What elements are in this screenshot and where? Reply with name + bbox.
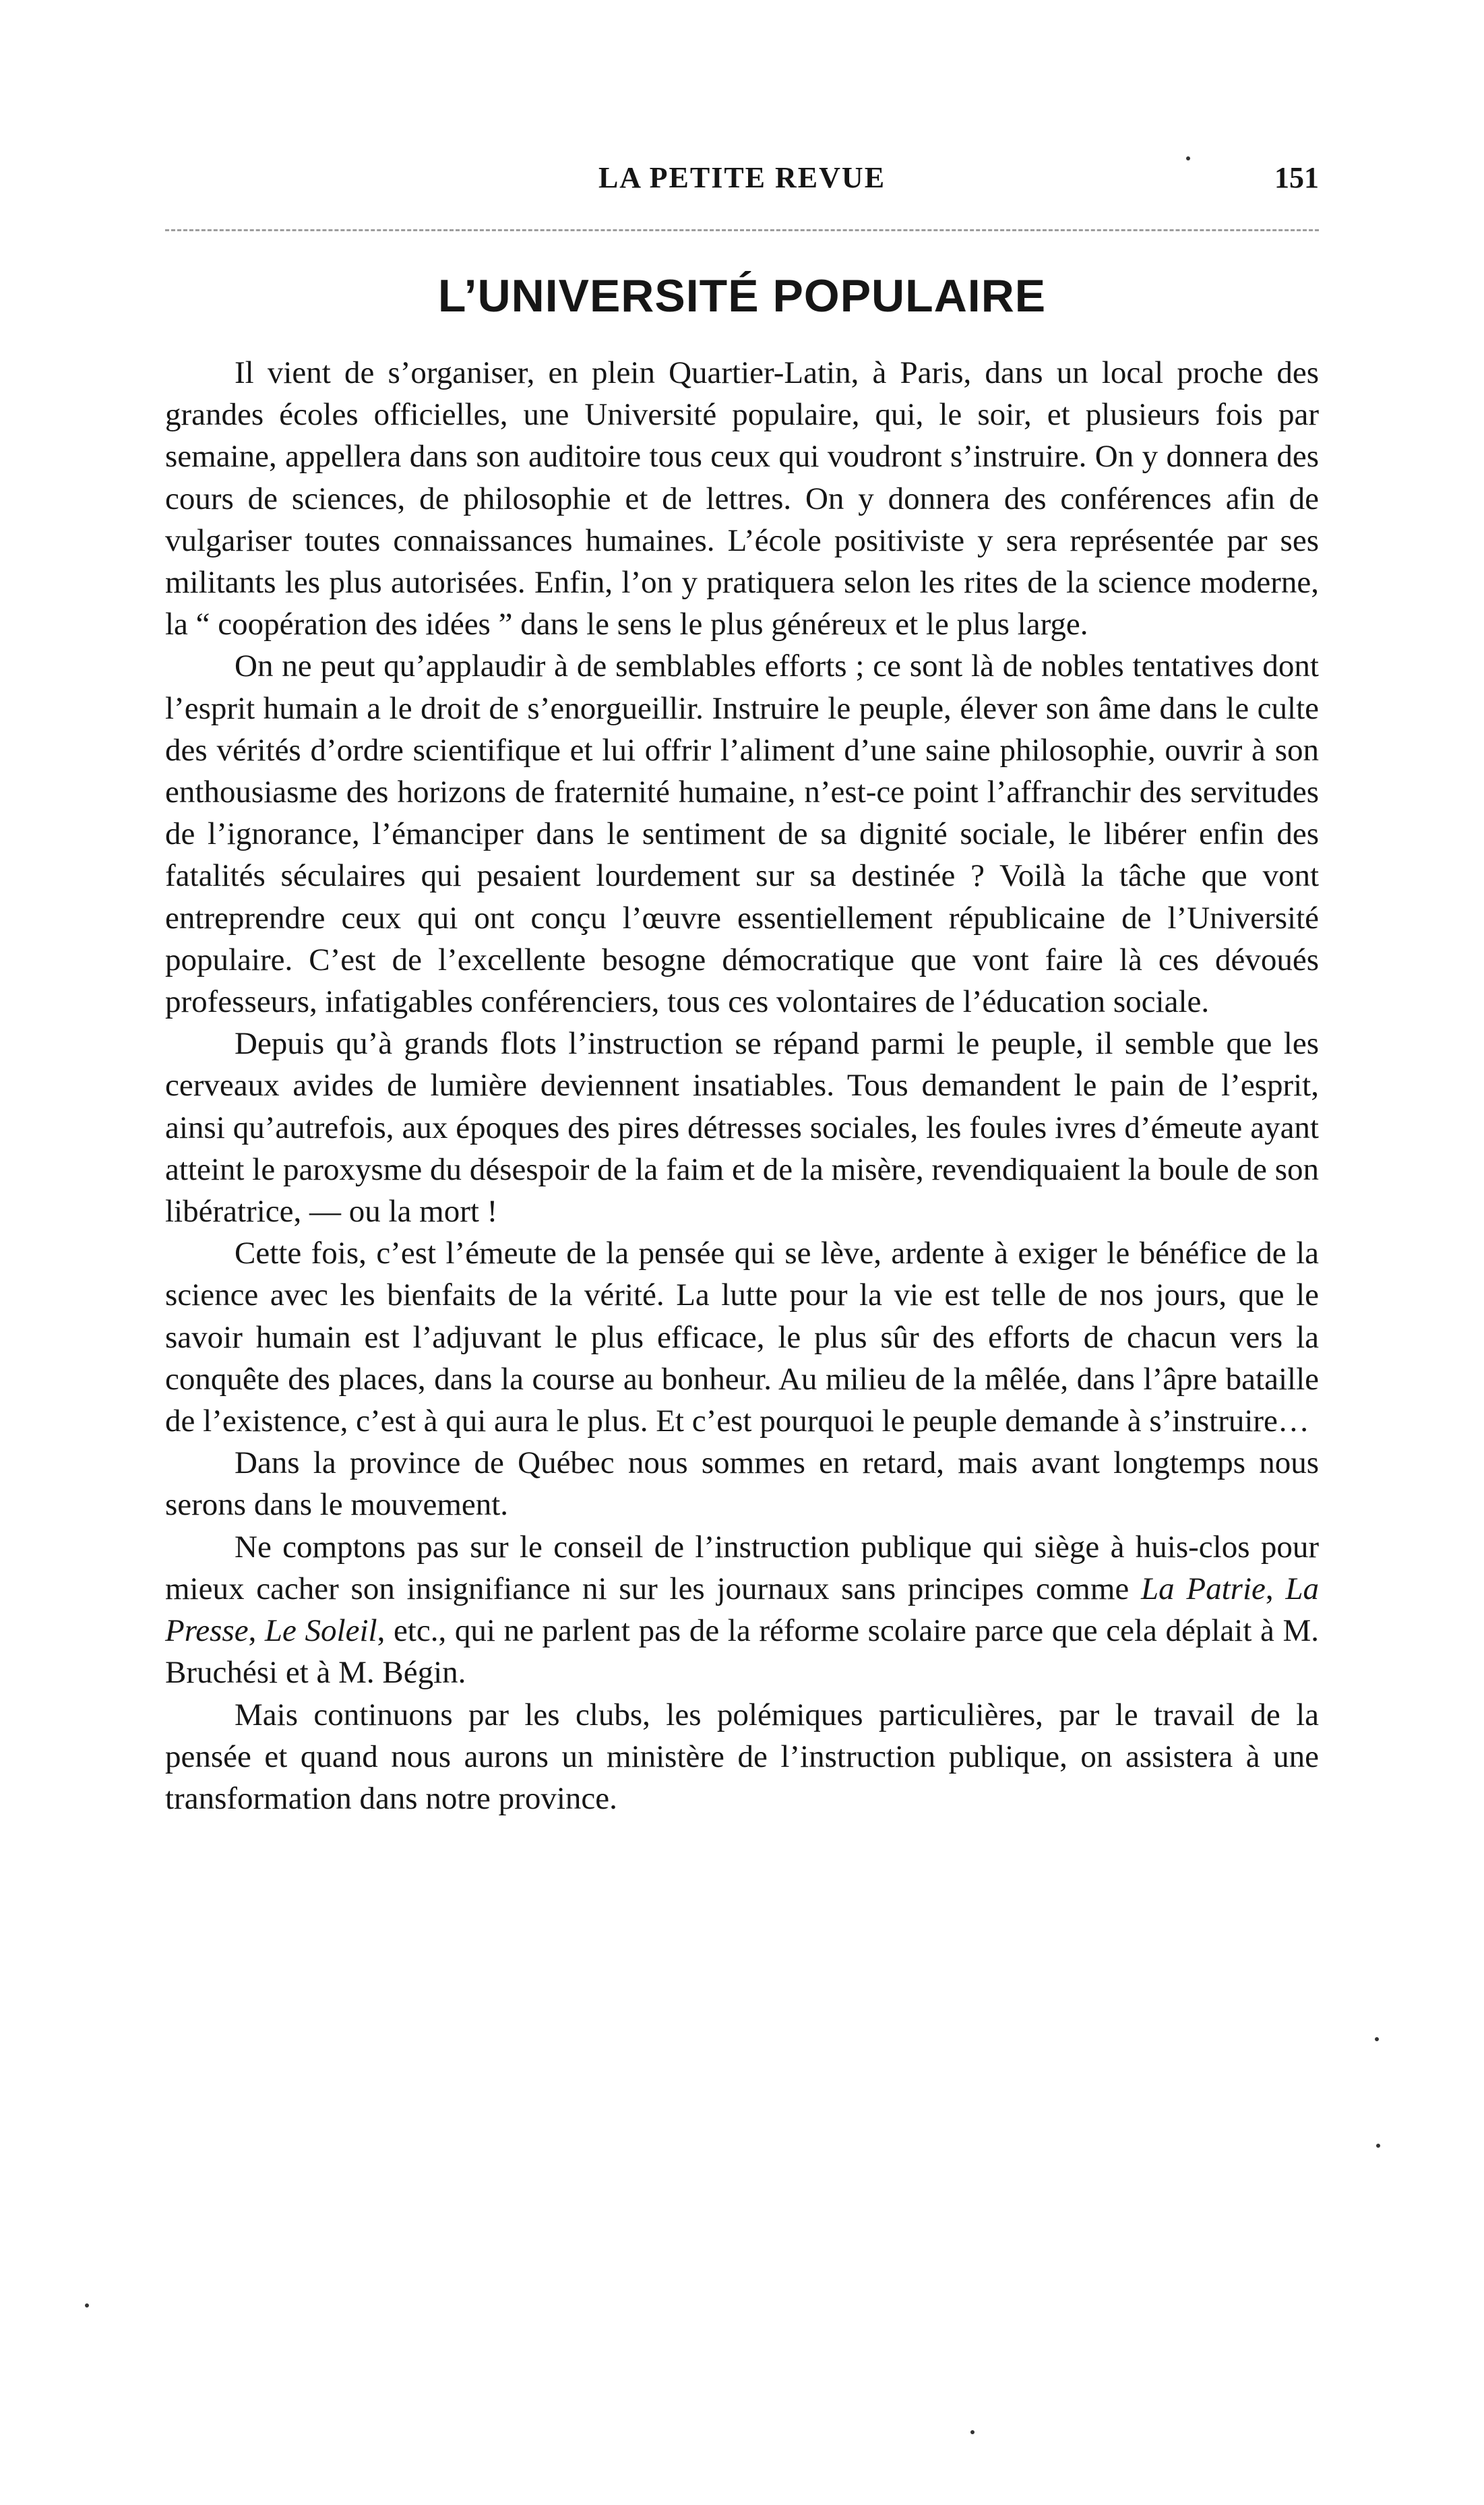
paragraph: Il vient de s’organiser, en plein Quartier-Latin, à Paris, dans un local proche des grandes écoles officielles, une Université populaire, qui, le soir, et plusieurs fois par semaine, appellera dans son auditoire tous ceux qui voudront s’instruire. On y donnera des cours de sciences, de philosophie et de lettres. On y donnera des conférences afin de vulgariser toutes connaissances humaines. L’école positiviste y sera représentée par ses militants les plus autorisées. Enfin, l’on y pratiquera selon les rites de la science moderne, la “ coopération des idées ” dans le sens le plus généreux et le plus large. xyxy=(165,355,1319,642)
journal-title: LA PETITE REVUE xyxy=(598,161,886,194)
print-speck xyxy=(970,2430,975,2434)
document-page xyxy=(165,0,1319,2505)
paragraph xyxy=(165,1526,1319,1694)
paragraph: Dans la province de Québec nous sommes en retard, mais avant longtemps nous serons dans le mouvement. xyxy=(165,1445,1319,1523)
print-speck xyxy=(1186,156,1190,160)
newspaper-title: Le Soleil xyxy=(264,1613,377,1649)
paragraph-text: Ne comptons pas sur le conseil de l’instruction publique qui siège à huis-clos pour mieux cacher son insignifiance ni sur les journaux sans principes comme xyxy=(165,1529,1319,1606)
paragraph: Cette fois, c’est l’émeute de la pensée qui se lève, ardente à exiger le bénéfice de la science avec les bienfaits de la vérité. La lutte pour la vie est telle de nos jours, que le savoir humain est l’adjuvant le plus efficace, le plus sûr des efforts de chacun vers la conquête des places, dans la course au bonheur. Au milieu de la mêlée, dans l’âpre bataille de l’existence, c’est à qui aura le plus. Et c’est pourquoi le peuple demande à s’instruire… xyxy=(165,1236,1319,1439)
paragraph: Depuis qu’à grands flots l’instruction se répand parmi le peuple, il semble que les cerveaux avides de lumière deviennent insatiables. Tous demandent le pain de l’esprit, ainsi qu’autrefois, aux époques des pires détresses sociales, les foules ivres d’émeute ayant atteint le paroxysme du désespoir de la faim et de la misère, revendiquaient la boule de son libératrice, — ou la mort ! xyxy=(165,1026,1319,1230)
article-body xyxy=(165,352,1319,1819)
newspaper-title: La Presse xyxy=(165,1571,1319,1649)
punctuation: , xyxy=(1265,1571,1286,1606)
header-rule xyxy=(165,229,1319,231)
print-speck xyxy=(85,2303,89,2307)
paragraph: On ne peut qu’applaudir à de semblables efforts ; ce sont là de nobles tentatives dont l’esprit humain a le droit de s’enorgueillir. Instruire le peuple, élever son âme dans le culte des vérités d’ordre scientifique et lui offrir l’aliment d’une saine philosophie, ouvrir à son enthousiasme des horizons de fraternité humaine, n’est-ce point l’affranchir des servitudes de l’ignorance, l’émanciper dans le sentiment de sa dignité sociale, le libérer enfin des fatalités séculaires qui pesaient lourdement sur sa destinée ? Voilà la tâche que vont entreprendre ceux qui ont conçu l’œuvre essentiellement républicaine de l’Université populaire. C’est de l’excellente besogne démocratique que vont faire là ces dévoués professeurs, infatigables conférenciers, tous ces volontaires de l’éducation sociale. xyxy=(165,648,1319,1020)
page-number: 151 xyxy=(1274,161,1319,194)
punctuation: , xyxy=(248,1613,265,1649)
paragraph-text: , etc., qui ne parlent pas de la réforme scolaire parce que cela déplait à M. Bruchési et à M. Bégin. xyxy=(165,1613,1319,1691)
paragraph: Mais continuons par les clubs, les polémiques particulières, par le travail de la pensée et quand nous aurons un ministère de l’instruction publique, on assistera à une transformation dans notre province. xyxy=(165,1697,1319,1816)
article-title: L’UNIVERSITÉ POPULAIRE xyxy=(437,270,1047,322)
running-header xyxy=(165,160,1319,208)
print-speck xyxy=(1375,2037,1379,2041)
newspaper-title: La Patrie xyxy=(1141,1571,1266,1606)
print-speck xyxy=(1376,2144,1380,2148)
